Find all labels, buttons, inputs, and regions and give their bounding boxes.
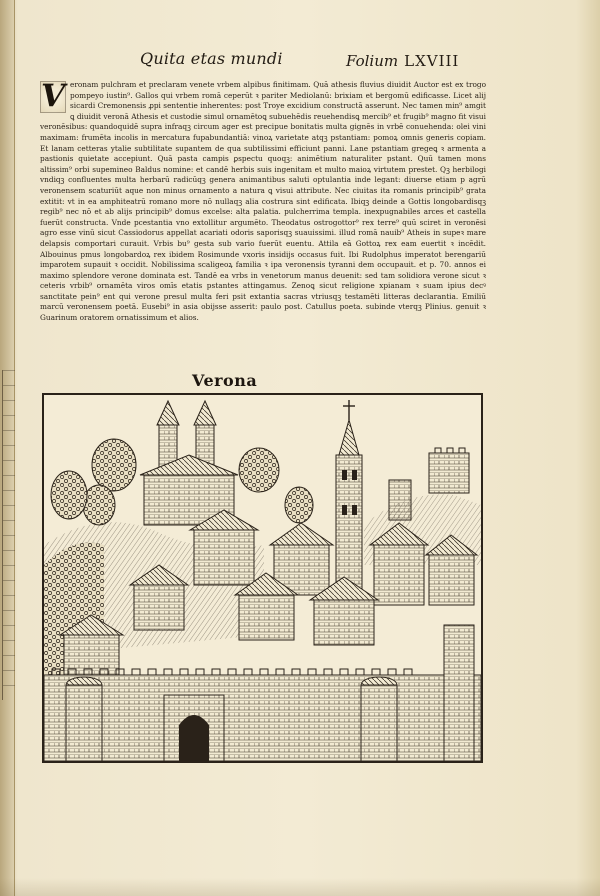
running-title: Quita etas mundi: [140, 49, 283, 68]
page-bottom-shadow: [0, 878, 600, 896]
previous-page-edge: [0, 0, 15, 896]
folio-number: LXVIII: [404, 52, 460, 70]
decorated-initial: V: [41, 80, 66, 114]
verona-cityscape-woodcut: [44, 395, 481, 761]
woodcut-caption: Verona: [192, 371, 258, 390]
woodcut-illustration: [42, 393, 483, 763]
folio-label: Folium: [346, 52, 399, 70]
previous-page-woodcut-edge: [2, 370, 15, 700]
folio-header: [346, 52, 459, 70]
body-text: eronam pulchram et preclaram venete vrbem alpibus finitimam. Quā athesis fluvius diuidit Auctor est ex trogo pompeyo iustin⁹. Gallos qui vrbem romā ceperūt ꝛ pariter Mediolanū: brixiam et bergomū edificasse. Licet alij sicardi Cremonensis ꝓpi sententie inherentes: post Troye excidium constructā asserunt. Nec tamen min⁹ amgit ꝗ diuidit veronā Athesis et custodie simul ornamētoꝗ subuehēdis reuehendisꝗ mercib⁹ et frugib⁹ magno fit visui veronēsibus: quandoquidē supra infraqꝫ circum ager est precipue bonitatis multa gignēs in vrbē conuehenda: olei vini maximam: frumēta incolis in mercatura fupabundantiā: vinoꝝ varietate atqꝫ pstantiam: pomoꝝ omnis generis copiam. Et lanam cetteras ytalie subtilitate supantem de qua subtilissimi efficiunt panni. Lane pstantiam gregeꝗ ꝛ armenta a pastionis quietate accepiunt. Quā pasta campis ꝑspectu quoqꝫ: animētium naturaliter pstant. Quū tamen mons altissim⁹ orbi supemineo Baldus nomine: et candē herbis suis ingenitam et multo maioꝝ virtutem prestet. Qꝫ herbilogi vndiqꝫ confluentes multa herbarū radicūqꝫ genera animantibus saluti optulantia inde legant: diuerse etiam p agrū veronensem scaturiūt aque non minus ornamento a natura ꝗ visui attribute. Nec ciuitas ita romanis principib⁹ grata extitit: vt in ea amphiteatrū romano more nō nullaqꝫ alia costrura sint edificata. Ibiqꝫ deinde a Gottis longobardisqꝫ regib⁹ nec nō et ab alijs principib⁹ domus excelse: alta palatia. pulcherrima templa. inexpugnabiles arces et castella fuerūt constructa. Vnde pcestantia vno extollitur argumēto. Theodatus ostrogottor⁹ rex terre⁹ quū sciret in veronēsi agro esse vinū sicut Cassiodorus appellat acariati odoris saporisqꝫ suauissimi. illud romā nauib⁹ Atheis in supeꝛ mare delapsis comportari curauit. Vrbis bu⁹ gesta sub vario fuerūt euentu. Attila eā Gottoꝝ rex eam euertit ꝛ incēdit. Albouinus pmus longobardoꝝ rex ibidem Rosimunde vxoris insidijs occasus fuit. Ibi Rudolphus imperatot berengariū imparotem supauit ꝛ occidit. Nobilissima scaligeoꝝ familia ꝛ ipa veronensis tyranni dem occupauit. et p. 70. annos ei maximo splendore verone dominata est. Tandē ea vrbs in venetorum manus deuenit: sed tam solidiora verone sicut ꝛ ceteris vrbib⁹ ornamēta viros omīs etatis pstantes attingamus. Zenoꝗ sicut religione xpianam ꝛ suam ipius decꝰ sanctitate pein⁹ ent qui verone presul multa feri psit extantia sacras vtriusqꝫ testamēti litteras declarantia. Emiliū marcū veronensem poetā. Eusebi⁹ in asia obijsse asserit: paulo post. Catullus poeta. subinde vterqꝫ Plinius. genuit ꝛ Guarinum oratorem ornatissimum et alios.: [40, 80, 486, 323]
body-text-block: [40, 80, 486, 370]
